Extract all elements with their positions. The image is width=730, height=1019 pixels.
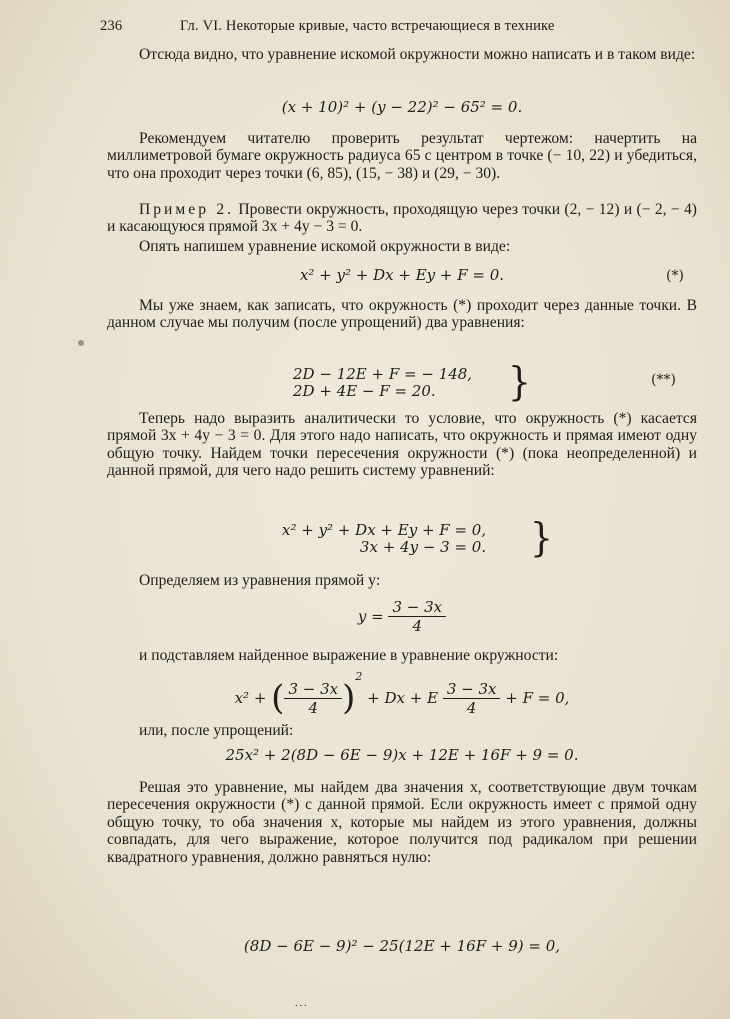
paragraph-2: Рекомендуем читателю проверить результат чертежом: начертить на миллиметровой бумаге окружность радиуса 65 с центром в точке (− 10, 22) и убедиться, что она проходит через точки (6, 85), (15, − 38) и (29, − 30). (107, 130, 697, 182)
paragraph-9: или, после упрощений: (139, 722, 294, 739)
system-of-equations-2: x² + y² + Dx + Ey + F = 0, 3x + 4y − 3 = 0. (282, 521, 487, 556)
equation-quadratic: 25x² + 2(8D − 6E − 9)x + 12E + 16F + 9 = 0. (225, 746, 579, 764)
fraction-2: $\frac{3 - 3x}{4}$ (443, 680, 501, 717)
footer-mark: ... (295, 998, 309, 1009)
paragraph-5: Мы уже знаем, как записать, что окружность (*) проходит через данные точки. В данном случае мы получим (после упрощений) два уравнения: (107, 297, 697, 332)
equation-label-star: (*) (666, 268, 684, 284)
example-2-paragraph: Пример 2. Провести окружность, проходящую через точки (2, − 12) и (− 2, − 4) и касающуюся прямой 3x + 4y − 3 = 0. (107, 201, 698, 236)
right-brace: } (508, 359, 531, 406)
equation-y-expression: y = $\frac{3 - 3x}{4}$ (107, 598, 697, 635)
ink-smudge (78, 340, 84, 346)
paragraph-7: Определяем из уравнения прямой y: (139, 572, 381, 589)
right-brace-2: } (530, 515, 553, 562)
equation-label-double-star: (**) (651, 372, 676, 388)
equation-substitution: x² + ( $\frac{3 - 3x}{4}$ )$^2$ + Dx + E $\frac{3 - 3x}{4}$ + F = 0, (234, 670, 570, 718)
equation-general-circle: x² + y² + Dx + Ey + F = 0. (299, 266, 505, 284)
equation-circle-canonical: (x + 10)² + (y − 22)² − 65² = 0. (281, 98, 523, 116)
example-label: Пример 2. (139, 201, 235, 218)
paragraph-8: и подставляем найденное выражение в уравнение окружности: (139, 647, 559, 664)
equation-discriminant: (8D − 6E − 9)² − 25(12E + 16F + 9) = 0, (243, 937, 561, 955)
fraction: $\frac{3 - 3x}{4}$ (388, 598, 446, 635)
page-number: 236 (100, 18, 123, 34)
paragraph-10: Решая это уравнение, мы найдем два значения x, соответствующие двум точкам пересечения окружности (*) с данной прямой. Если окружность имеет с прямой одну общую точку, то оба значения x, которые мы найдем из этого уравнения, должны совпадать, для чего выражение, которое получится под радикалом при решении квадратного уравнения, должно равняться нулю: (107, 779, 697, 866)
paragraph-4: Опять напишем уравнение искомой окружности в виде: (139, 238, 511, 255)
paragraph-6: Теперь надо выразить аналитически то условие, что окружность (*) касается прямой 3x + 4y − 3 = 0. Для этого надо написать, что окружность и прямая имеют одну общую точку. Найдем точки пересечения окружности (*) (пока неопределенной) и данной прямой, для чего надо решить систему уравнений: (107, 410, 697, 480)
fraction-1: $\frac{3 - 3x}{4}$ (284, 680, 342, 717)
running-title: Гл. VI. Некоторые кривые, часто встречающиеся в технике (180, 18, 555, 34)
paragraph-1: Отсюда видно, что уравнение искомой окружности можно написать и в таком виде: (139, 46, 696, 63)
system-of-equations-1: 2D − 12E + F = − 148, 2D + 4E − F = 20. (293, 365, 473, 400)
